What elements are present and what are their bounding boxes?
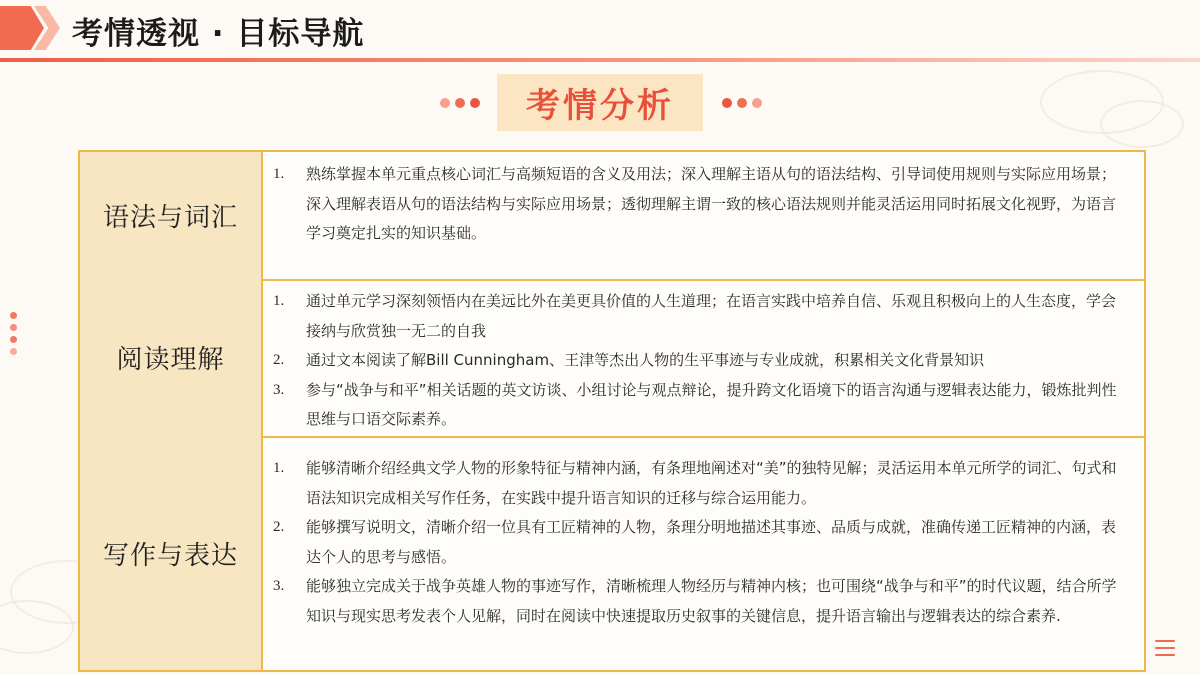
category-label: 语法与词汇	[80, 152, 263, 279]
item-number: 1.	[273, 293, 285, 309]
analysis-table	[78, 150, 1146, 672]
menu-line	[1155, 647, 1175, 649]
list-item	[273, 160, 1130, 249]
item-list	[273, 454, 1130, 631]
menu-icon[interactable]	[1155, 640, 1175, 656]
item-number: 2.	[273, 519, 285, 535]
table-row-reading	[80, 279, 1144, 438]
dot-icon	[752, 98, 762, 108]
dot-icon	[10, 324, 17, 331]
list-item	[273, 346, 1130, 376]
row-content	[263, 436, 1144, 670]
item-number: 1.	[273, 166, 285, 182]
cloud-decoration	[1100, 100, 1184, 148]
row-content	[263, 152, 1144, 279]
menu-line	[1155, 640, 1175, 642]
decorative-dots-left	[440, 98, 480, 108]
header-divider	[0, 58, 1200, 62]
chevron-icon	[0, 6, 44, 50]
item-number: 2.	[273, 352, 285, 368]
item-text: 参与“战争与和平”相关话题的英文访谈、小组讨论与观点辩论，提升跨文化语境下的语言沟通与逻辑表达能力，锻炼批判性思维与口语交际素养。	[306, 380, 1117, 428]
item-list	[273, 287, 1130, 435]
dot-icon	[455, 98, 465, 108]
section-title: 考情分析	[497, 74, 703, 131]
row-content	[263, 279, 1144, 436]
category-label: 阅读理解	[80, 279, 263, 436]
page-title: 考情透视 · 目标导航	[72, 16, 365, 52]
list-item	[273, 287, 1130, 346]
list-item	[273, 454, 1130, 513]
dot-icon	[440, 98, 450, 108]
dot-icon	[10, 312, 17, 319]
table-row-grammar	[80, 152, 1144, 281]
list-item	[273, 572, 1130, 631]
item-text: 通过文本阅读了解Bill Cunningham、王津等杰出人物的生平事迹与专业成就，积累相关文化背景知识	[306, 351, 985, 369]
list-item	[273, 376, 1130, 435]
dot-icon	[722, 98, 732, 108]
item-text: 熟练掌握本单元重点核心词汇与高频短语的含义及用法；深入理解主语从句的语法结构、引导词使用规则与实际应用场景；深入理解表语从句的语法结构与实际应用场景；透彻理解主谓一致的核心语法规则并能灵活运用同时拓展文化视野，为语言学习奠定扎实的知识基础。	[306, 165, 1117, 242]
header-bar	[0, 0, 1200, 58]
dot-icon	[10, 336, 17, 343]
item-text: 能够独立完成关于战争英雄人物的事迹写作，清晰梳理人物经历与精神内核；也可围绕“战争与和平”的时代议题，结合所学知识与现实思考发表个人见解，同时在阅读中快速提取历史叙事的关键信息，提升语言输出与逻辑表达的综合素养.	[306, 577, 1117, 625]
side-dots-decoration	[10, 312, 17, 355]
table-row-writing	[80, 436, 1144, 670]
item-text: 能够撰写说明文，清晰介绍一位具有工匠精神的人物，条理分明地描述其事迹、品质与成就，准确传递工匠精神的内涵，表达个人的思考与感悟。	[306, 518, 1117, 566]
item-number: 3.	[273, 578, 285, 594]
item-text: 能够清晰介绍经典文学人物的形象特征与精神内涵，有条理地阐述对“美”的独特见解；灵活运用本单元所学的词汇、句式和语法知识完成相关写作任务，在实践中提升语言知识的迁移与综合运用能力。	[306, 459, 1117, 507]
dot-icon	[10, 348, 17, 355]
dot-icon	[470, 98, 480, 108]
item-number: 1.	[273, 460, 285, 476]
item-number: 3.	[273, 381, 285, 398]
item-text: 通过单元学习深刻领悟内在美远比外在美更具价值的人生道理；在语言实践中培养自信、乐观且积极向上的人生态度，学会接纳与欣赏独一无二的自我	[306, 292, 1117, 340]
menu-line	[1155, 654, 1175, 656]
list-item	[273, 513, 1130, 572]
item-list	[273, 160, 1130, 249]
dot-icon	[737, 98, 747, 108]
category-label: 写作与表达	[80, 436, 263, 670]
decorative-dots-right	[722, 98, 762, 108]
